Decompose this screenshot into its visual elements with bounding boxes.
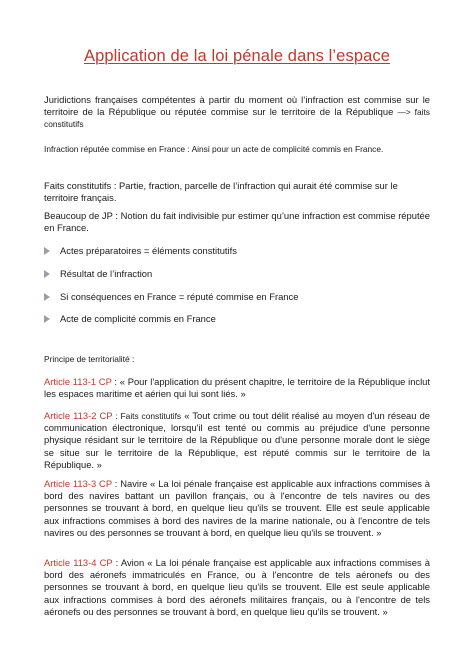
bullet-item [44,313,430,325]
triangle-bullet-icon [44,315,50,323]
article-ref: Article 113-4 CP [44,557,113,568]
section-principe-territorialite: Principe de territorialité : [44,354,135,364]
article-ref: Article 113-1 CP [44,376,112,387]
article-label: : Faits constitutifs [112,411,182,421]
article-113-3 [44,478,430,539]
article-113-4 [44,557,430,618]
article-text: : « Pour l'application du présent chapitre, le territoire de la République inclut les espaces maritime et aérien qui lui sont liés. » [44,376,431,400]
bullet-item [44,245,430,257]
paragraph-jurisprudence: Beaucoup de JP : Notion du fait indivisible pur estimer qu’une infraction est commise réputée en France. [44,210,430,234]
triangle-bullet-icon [44,247,50,255]
bullet-item-label: Si conséquences en France = réputé commise en France [60,291,299,302]
page-title: Application de la loi pénale dans l’espace [84,47,390,65]
article-text: : Navire « La loi pénale française est applicable aux infractions commises à bord des navires battant un pavillon français, ou à l'encontre de tels navires ou des personnes se trouvant à bord, en quelque lieu qu'ils se trouvent. Elle est seule applicable aux infractions commises à bord des navires de la marine nationale, ou à l'encontre de tels navires ou des personnes se trouvant à bord, en quelque lieu qu'ils se trouvent. » [44,478,430,538]
paragraph-juridictions-text: Juridictions françaises compétentes à partir du moment où l’infraction est commise sur le territoire de la République ou réputée commise sur le territoire de la République [44,94,430,118]
bullet-item [44,291,430,303]
article-ref: Article 113-2 CP [44,410,113,421]
article-113-1 [44,376,430,400]
bullet-item-label: Résultat de l’infraction [60,268,153,279]
article-text: « Tout crime ou tout délit réalisé au moyen d'un réseau de communication électronique, lorsqu'il est tenté ou commis au préjudice d'une personne physique résidant sur le territoire de la République ou d'une personne morale dont le siège se situe sur le territoire de la République, est réputé commis sur le territoire de la République. » [44,410,430,470]
article-text: : Avion « La loi pénale française est applicable aux infractions commises à bord des aéronefs immatriculés en France, ou à l'encontre de tels aéronefs ou des personnes se trouvant à bord, en quelque lieu qu'ils se trouvent. Elle est seule applicable aux infractions commises à bord des aéronefs militaires français, ou à l'encontre de tels aéronefs ou des personnes se trouvant à bord, en quelque lieu qu'ils se trouvent. » [44,557,430,617]
bullet-item-label: Actes préparatoires = éléments constitutifs [60,245,237,256]
paragraph-faits-constitutifs: Faits constitutifs : Partie, fraction, parcelle de l’infraction qui aurait été commise sur le territoire français. [44,180,398,204]
triangle-bullet-icon [44,293,50,301]
paragraph-juridictions [44,94,430,131]
article-113-2 [44,410,430,471]
bullet-item-label: Acte de complicité commis en France [60,313,216,324]
bullet-item [44,268,430,280]
paragraph-juridictions-tail: —> faits constitutifs [44,107,430,130]
triangle-bullet-icon [44,270,50,278]
article-ref: Article 113-3 CP [44,478,112,489]
paragraph-infraction-reputee: Infraction réputée commise en France : Ainsi pour un acte de complicité commis en France. [44,144,384,154]
